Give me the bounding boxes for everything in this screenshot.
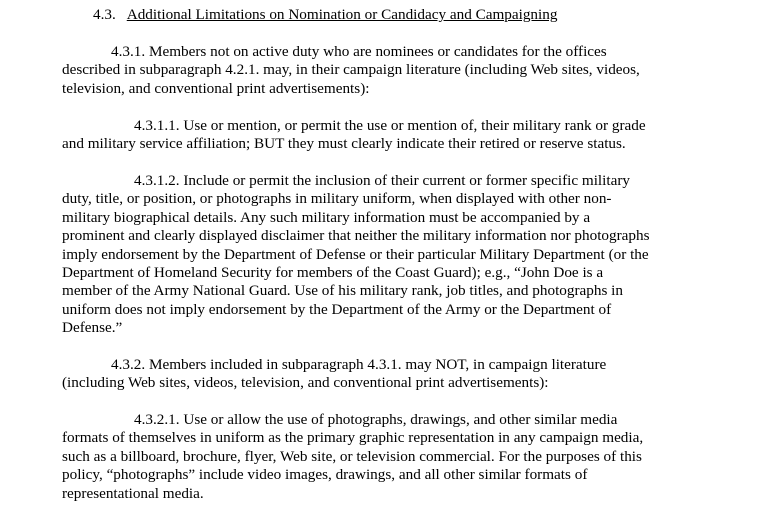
- paragraph-line: prominent and clearly displayed disclaimer that neither the military information nor photographs: [62, 227, 650, 245]
- paragraph-line: member of the Army National Guard. Use of his military rank, job titles, and photographs in: [62, 282, 623, 300]
- paragraph-line: 4.3.2.1. Use or allow the use of photographs, drawings, and other similar media: [134, 411, 618, 428]
- paragraph-line: formats of themselves in uniform as the primary graphic representation in any campaign media,: [62, 429, 644, 447]
- paragraph-line: described in subparagraph 4.2.1. may, in their campaign literature (including Web sites, videos,: [62, 61, 640, 79]
- paragraph-line: military biographical details. Any such military information must be accompanied by a: [62, 208, 591, 226]
- paragraph-line: (including Web sites, videos, television, and conventional print advertisements):: [62, 374, 549, 392]
- paragraph-4-3-1-1: [62, 117, 762, 154]
- paragraph-4-3-1-2: [62, 172, 762, 338]
- paragraph-4-3-1: [62, 43, 762, 98]
- paragraph-line: duty, title, or position, or photographs in military uniform, when displayed with other non-: [62, 190, 612, 208]
- paragraph-line: Department of Homeland Security for members of the Coast Guard); e.g., “John Doe is a: [62, 264, 604, 282]
- paragraph-line: 4.3.1.2. Include or permit the inclusion of their current or former specific military: [134, 172, 630, 189]
- paragraph-line: uniform does not imply endorsement by the Department of the Army or the Department of: [62, 300, 612, 318]
- paragraph-line: policy, “photographs” include video images, drawings, and all other similar formats of: [62, 466, 588, 484]
- paragraph-line: representational media.: [62, 484, 204, 502]
- paragraph-line: such as a billboard, brochure, flyer, Web site, or television commercial. For the purposes of this: [62, 447, 642, 465]
- paragraph-4-3-2-1: [62, 411, 762, 503]
- paragraph-4-3-2: [62, 356, 762, 393]
- paragraph-line: 4.3.2. Members included in subparagraph 4.3.1. may NOT, in campaign literature: [111, 356, 607, 373]
- section-title: Additional Limitations on Nomination or Candidacy and Campaigning: [126, 6, 558, 23]
- paragraph-line: Defense.”: [62, 319, 123, 337]
- paragraph-line: 4.3.1.1. Use or mention, or permit the use or mention of, their military rank or grade: [134, 117, 646, 134]
- paragraph-line: imply endorsement by the Department of Defense or their particular Military Department (or the: [62, 245, 649, 263]
- section-number: 4.3.: [93, 6, 116, 23]
- section-heading: [93, 6, 557, 24]
- paragraph-line: television, and conventional print advertisements):: [62, 79, 370, 97]
- paragraph-line: 4.3.1. Members not on active duty who are nominees or candidates for the offices: [111, 43, 607, 60]
- paragraph-line: and military service affiliation; BUT they must clearly indicate their retired or reserve status.: [62, 135, 626, 153]
